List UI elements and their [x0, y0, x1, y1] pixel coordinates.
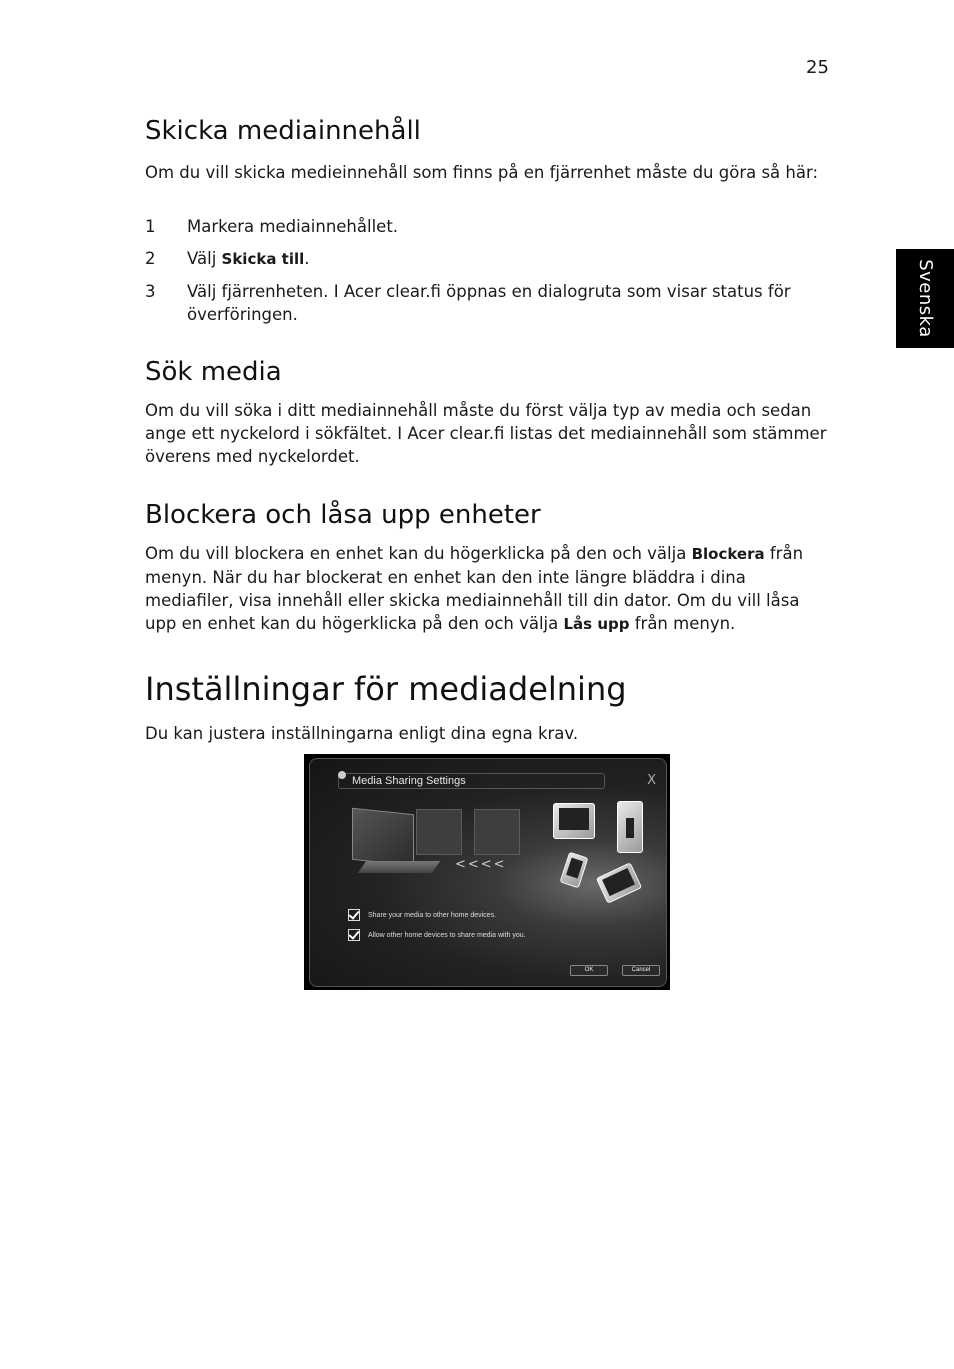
language-tab-label: Svenska	[914, 259, 936, 338]
window-title: Media Sharing Settings	[352, 775, 466, 787]
section-body-block-devices	[145, 542, 835, 636]
step-text: Markera mediainnehållet.	[187, 217, 399, 236]
step-text-end: .	[304, 249, 310, 268]
media-tile	[474, 809, 520, 855]
ui-term-block: Blockera	[691, 545, 765, 563]
checkbox-checked[interactable]	[348, 929, 360, 941]
step-text: Välj fjärrenheten. I Acer clear.fi öppnas en dialogruta som visar status för överföringen.	[187, 282, 791, 324]
desktop-tower-icon[interactable]	[617, 801, 643, 853]
checkbox-label: Share your media to other home devices.	[368, 911, 497, 919]
app-logo-icon	[338, 771, 346, 779]
media-tile	[416, 809, 462, 855]
step-number: 2	[145, 249, 156, 268]
section-heading-send-media: Skicka mediainnehåll	[145, 116, 421, 146]
section-body-search-media: Om du vill söka i ditt mediainnehåll måste du först välja typ av media och sedan ange ett nyckelord i sökfältet. I Acer clear.fi listas det mediainnehåll som stämmer överens med nyckelordet.	[145, 401, 827, 466]
allow-sharing-checkbox-row[interactable]	[348, 929, 526, 941]
checkbox-checked[interactable]	[348, 909, 360, 921]
language-tab	[896, 249, 954, 348]
ui-term-unlock: Lås upp	[563, 615, 630, 633]
page-number: 25	[806, 57, 829, 78]
main-body: Du kan justera inställningarna enligt dina egna krav.	[145, 724, 579, 743]
section-intro-send-media: Om du vill skicka medieinnehåll som finns på en fjärrenhet måste du göra så här:	[145, 163, 819, 182]
list-item	[145, 247, 835, 271]
cancel-button[interactable]: Cancel	[622, 965, 660, 976]
notebook-icon[interactable]	[596, 862, 642, 903]
steps-list	[145, 215, 835, 335]
laptop-icon	[352, 808, 414, 867]
step-number: 3	[145, 282, 156, 301]
close-icon[interactable]: X	[647, 773, 656, 788]
body-text: från menyn. När du har blockerat en enhet kan den inte längre bläddra i dina mediafiler, visa innehåll eller skicka mediainnehåll till din dator. Om du vill låsa upp en enhet kan du högerklicka på den och välja	[145, 544, 804, 633]
laptop-base-icon	[358, 861, 440, 873]
share-media-checkbox-row[interactable]	[348, 909, 496, 921]
transfer-arrows-icon: <<<<	[455, 857, 507, 872]
section-heading-block-devices: Blockera och låsa upp enheter	[145, 500, 541, 530]
list-item	[145, 215, 835, 238]
body-text: från menyn.	[629, 614, 736, 633]
ok-button[interactable]: OK	[570, 965, 608, 976]
all-in-one-pc-icon[interactable]	[553, 803, 595, 839]
list-item	[145, 280, 835, 326]
step-text: Välj	[187, 249, 222, 268]
section-heading-search-media: Sök media	[145, 357, 282, 387]
media-sharing-settings-screenshot	[304, 754, 670, 990]
checkbox-label: Allow other home devices to share media with you.	[368, 931, 526, 939]
step-number: 1	[145, 217, 156, 236]
ui-term: Skicka till	[221, 250, 305, 268]
body-text: Om du vill blockera en enhet kan du högerklicka på den och välja	[145, 544, 692, 563]
mobile-phone-icon[interactable]	[560, 852, 589, 889]
main-heading-media-sharing-settings: Inställningar för mediadelning	[145, 670, 627, 708]
settings-window	[309, 758, 667, 987]
